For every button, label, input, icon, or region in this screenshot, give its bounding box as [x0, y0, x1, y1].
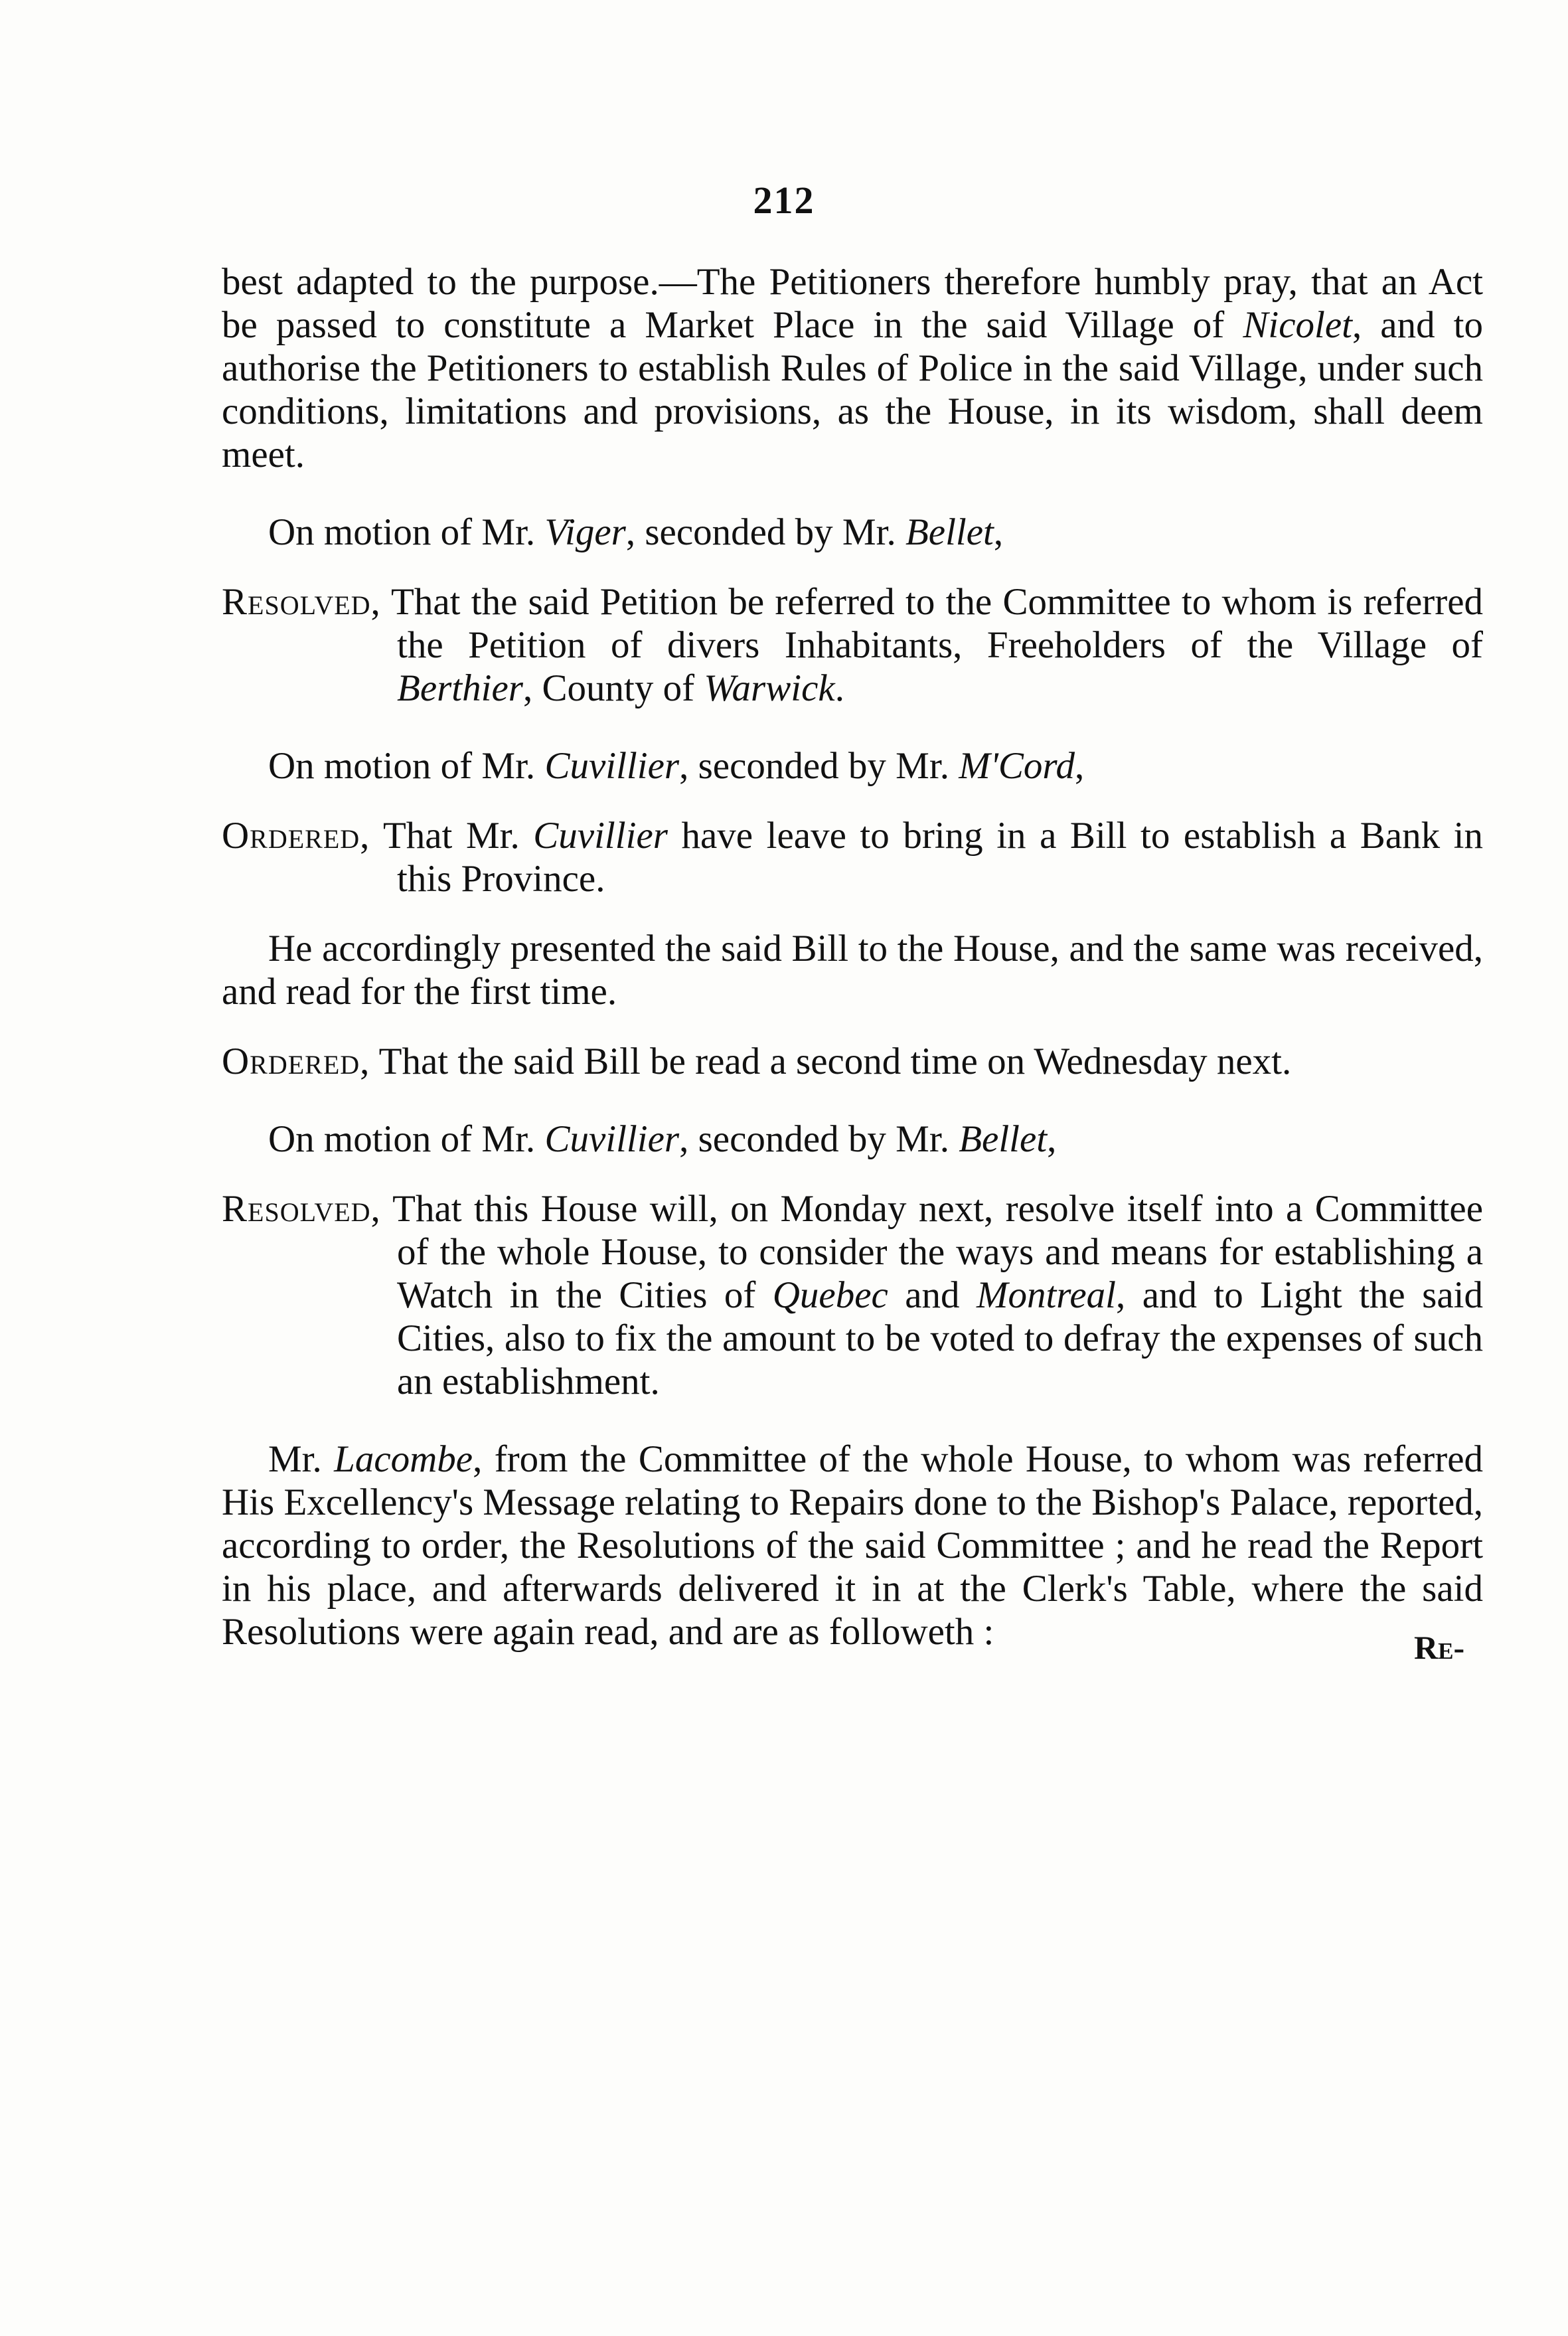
- seconder-name: M'Cord: [959, 745, 1075, 787]
- catchword: Re-: [1414, 1629, 1465, 1666]
- mover-name: Cuvillier: [544, 745, 680, 787]
- committee-report-paragraph: Mr. Lacombe, from the Committee of the whole House, to whom was referred His Excellency's Message relating to Repairs done to the Bishop's Palace, reported, according to order, the Resolutions of the said Committee ; and he read the Report in his place, and afterwards delivered it in at the Clerk's Table, where the said Resolutions were again read, and are as followeth :: [222, 1438, 1483, 1653]
- resolved-label: Resolved,: [222, 1188, 381, 1230]
- member-name: Cuvillier: [533, 815, 668, 857]
- ordered-label: Ordered,: [222, 815, 370, 857]
- resolved-label: Resolved,: [222, 581, 381, 623]
- resolution-paragraph: Resolved, That this House will, on Monday next, resolve itself into a Committee of the whole House, to consider the ways and means for establishing a Watch in the Cities of Quebec and Montreal, and to Light the said Cities, also to fix the amount to be voted to defray the expenses of such an establishment.: [222, 1188, 1483, 1402]
- page-number: 212: [753, 179, 815, 222]
- place-name: Montreal: [976, 1274, 1117, 1316]
- resolution-paragraph: Resolved, That the said Petition be referred to the Committee to whom is referred the Petition of divers Inhabitants, Freeholders of the Village of Berthier, County of Warwick.: [222, 581, 1483, 709]
- motion-line: On motion of Mr. Cuvillier, seconded by Mr. Bellet,: [268, 1118, 1057, 1160]
- petition-text-continued: , and to authorise the Petitioners to establish Rules of Police in the said Village, under such conditions, limitations and provisions, as the House, in its wisdom, shall deem meet.: [222, 304, 1484, 475]
- place-name: Warwick: [704, 667, 835, 709]
- body-text: [222, 260, 1483, 1653]
- motion-line: On motion of Mr. Cuvillier, seconded by Mr. M'Cord,: [268, 745, 1085, 787]
- ordered-label: Ordered,: [222, 1041, 370, 1082]
- mover-name: Cuvillier: [544, 1118, 680, 1160]
- mover-name: Viger: [544, 511, 626, 553]
- order-paragraph: Ordered, That the said Bill be read a second time on Wednesday next.: [222, 1041, 1292, 1082]
- petition-text: best adapted to the purpose.—The Petitioners therefore humbly pray, that an Act be passed to constitute a Market Place in the said Village of: [222, 261, 1483, 346]
- bill-presented-paragraph: He accordingly presented the said Bill to the House, and the same was received, and read for the first time.: [222, 928, 1483, 1013]
- place-name: Nicolet: [1243, 304, 1352, 346]
- petition-paragraph: [222, 260, 1483, 476]
- order-paragraph: Ordered, That Mr. Cuvillier have leave to bring in a Bill to establish a Bank in this Province.: [222, 815, 1483, 900]
- seconder-name: Bellet: [959, 1118, 1048, 1160]
- member-name: Lacombe: [334, 1438, 473, 1480]
- place-name: Berthier: [397, 667, 523, 709]
- motion-line: On motion of Mr. Viger, seconded by Mr. Bellet,: [268, 511, 1004, 553]
- seconder-name: Bellet: [905, 511, 994, 553]
- place-name: Quebec: [772, 1274, 888, 1316]
